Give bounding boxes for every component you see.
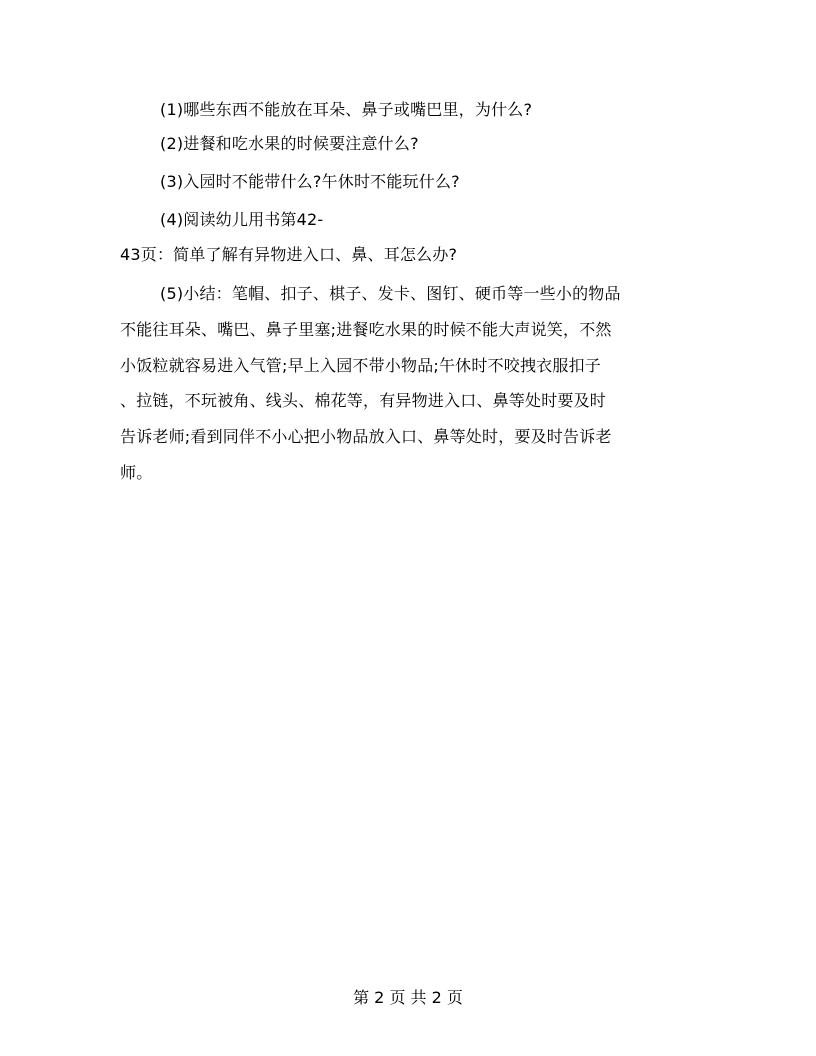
summary-line-1: (5)小结：笔帽、扣子、棋子、发卡、图钉、硬币等一些小的物品: [160, 284, 621, 303]
question-4-line-2: 43页：简单了解有异物进入口、鼻、耳怎么办?: [120, 245, 458, 264]
summary-line-3: 小饭粒就容易进入气管;早上入园不带小物品;午休时不咬拽衣服扣子: [120, 356, 601, 375]
summary-line-4: 、拉链，不玩被角、线头、棉花等，有异物进入口、鼻等处时要及时: [120, 391, 607, 410]
question-3: (3)入园时不能带什么?午休时不能玩什么?: [160, 172, 460, 191]
summary-line-2: 不能往耳朵、嘴巴、鼻子里塞;进餐吃水果的时候不能大声说笑，不然: [120, 320, 612, 339]
summary-line-5: 告诉老师;看到同伴不小心把小物品放入口、鼻等处时，要及时告诉老: [120, 427, 612, 446]
question-4-line-1: (4)阅读幼儿用书第42-: [160, 210, 324, 229]
question-1: (1)哪些东西不能放在耳朵、鼻子或嘴巴里，为什么?: [160, 100, 533, 119]
summary-line-6: 师。: [120, 463, 153, 482]
question-2: (2)进餐和吃水果的时候要注意什么?: [160, 134, 419, 153]
page-number-footer: 第 2 页 共 2 页: [353, 988, 463, 1007]
